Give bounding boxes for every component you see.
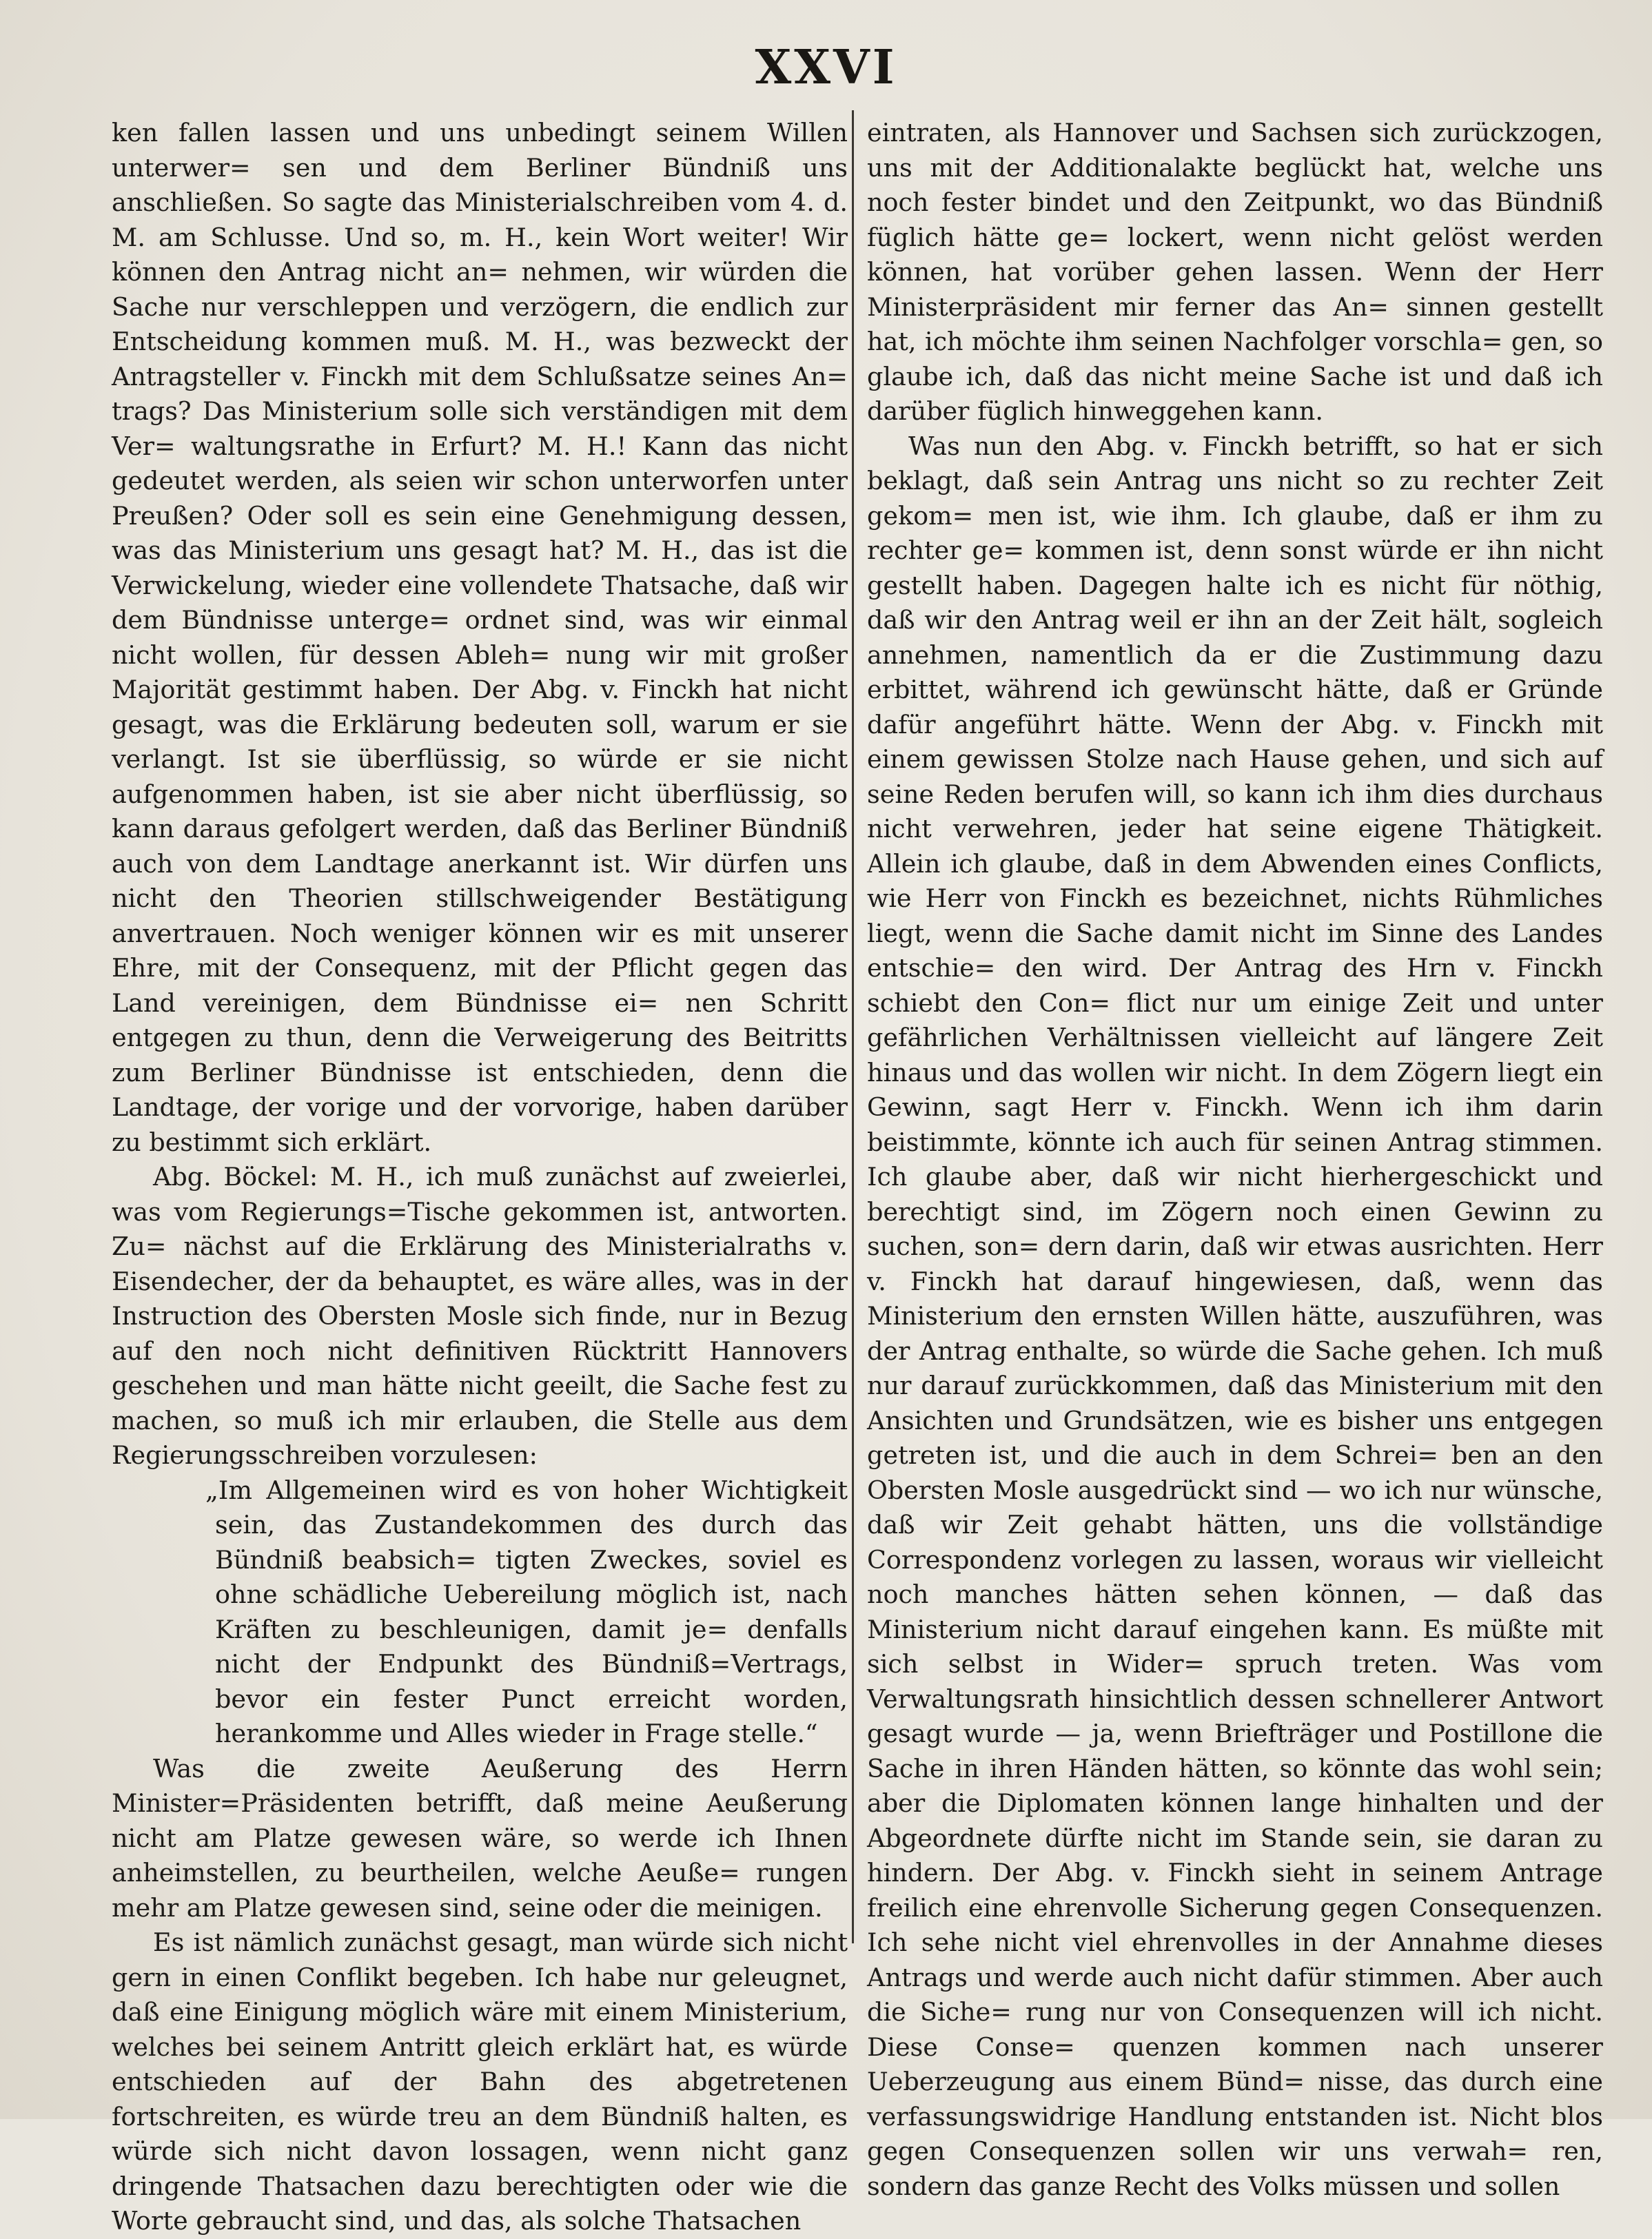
paragraph: eintraten, als Hannover und Sachsen sich zurückzogen, uns mit der Additionalakte beglückt hat, welche uns noch fester bindet und den Zeitpunkt, wo das Bündniß füglich hätte ge= lockert, wenn nicht gelöst werden können, hat vorüber gehen lassen. Wenn der Herr Ministerpräsident mir ferner das An= sinnen gestellt hat, ich möchte ihm seinen Nachfolger vorschla= gen, so glaube ich, daß das nicht meine Sache ist und daß ich darüber füglich hinweggehen kann. (867, 118, 1603, 426)
paragraph: Was die zweite Aeußerung des Herrn Minister=Präsidenten betrifft, daß meine Aeußerung nicht am Platze gewesen wäre, so werde ich Ihnen anheimstellen, zu beurtheilen, welche Aeuße= rungen mehr am Platze gewesen sind, seine oder die meinigen. (112, 1753, 848, 1923)
paragraph: ken fallen lassen und uns unbedingt seinem Willen unterwer= sen und dem Berliner Bündniß uns anschließen. So sagte das Ministerialschreiben vom 4. d. M. am Schlusse. Und so, m. H., kein Wort weiter! Wir können den Antrag nicht an= nehmen, wir würden die Sache nur verschleppen und verzögern, die endlich zur Entscheidung kommen muß. M. H., was bezweckt der Antragsteller v. Finckh mit dem Schlußsatze seines An= trags? Das Ministerium solle sich verständigen mit dem Ver= waltungsrathe in Erfurt? M. H.! Kann das nicht gedeutet werden, als seien wir schon unterworfen unter Preußen? Oder soll es sein eine Genehmigung dessen, was das Ministerium uns gesagt hat? M. H., das ist die Verwickelung, wieder eine vollendete Thatsache, daß wir dem Bündnisse unterge= ordnet sind, was wir einmal nicht wollen, für dessen Ableh= nung wir mit großer Majorität gestimmt haben. Der Abg. v. Finckh hat nicht gesagt, was die Erklärung bedeuten soll, warum er sie verlangt. Ist sie überflüssig, so würde er sie nicht aufgenommen haben, ist sie aber nicht überflüssig, so kann daraus gefolgert werden, daß das Berliner Bündniß auch von dem Landtage anerkannt ist. Wir dürfen uns nicht den Theorien stillschweigender Bestätigung anvertrauen. Noch weniger können wir es mit unserer Ehre, mit der Consequenz, mit der Pflicht gegen das Land vereinigen, dem Bündnisse ei= nen Schritt entgegen zu thun, denn die Verweigerung des Beitritts zum Berliner Bündnisse ist entschieden, denn die Landtage, der vorige und der vorvorige, haben darüber zu bestimmt sich erklärt. (112, 118, 848, 1157)
column-divider (852, 110, 854, 1943)
block-quote: „Im Allgemeinen wird es von hoher Wichtigkeit sein, das Zustandekommen des durch das Bündniß beabsich= tigten Zweckes, soviel es ohne schädliche Uebereilung möglich ist, nach Kräften zu beschleunigen, damit je= denfalls nicht der Endpunkt des Bündniß=Vertrags, bevor ein fester Punct erreicht worden, herankomme und Alles wieder in Frage stelle.“ (205, 1475, 848, 1748)
page-number: XXVI (755, 40, 897, 95)
paragraph: Es ist nämlich zunächst gesagt, man würde sich nicht gern in einen Conflikt begeben. Ich habe nur geleugnet, daß eine Einigung möglich wäre mit einem Ministerium, welches bei seinem Antritt gleich erklärt hat, es würde entschieden auf der Bahn des abgetretenen fortschreiten, es würde treu an dem Bündniß halten, es würde sich nicht davon lossagen, wenn nicht ganz dringende Thatsachen dazu berechtigten oder wie die Worte gebraucht sind, und das, als solche Thatsachen (112, 1928, 848, 2236)
left-column (112, 116, 848, 2239)
paragraph-boeckel-speech: Abg. Böckel: M. H., ich muß zunächst auf zweierlei, was vom Regierungs=Tische gekommen ist, antworten. Zu= nächst auf die Erklärung des Ministerialraths v. Eisendecher, der da behauptet, es wäre alles, was in der Instruction des Obersten Mosle sich finde, nur in Bezug auf den noch nicht definitiven Rücktritt Hannovers geschehen und man hätte nicht geeilt, die Sache fest zu machen, so muß ich mir erlauben, die Stelle aus dem Regierungsschreiben vorzulesen: (112, 1162, 848, 1470)
paragraph: Was nun den Abg. v. Finckh betrifft, so hat er sich beklagt, daß sein Antrag uns nicht so zu rechter Zeit gekom= men ist, wie ihm. Ich glaube, daß er ihm zu rechter ge= kommen ist, denn sonst würde er ihn nicht gestellt haben. Dagegen halte ich es nicht für nöthig, daß wir den Antrag weil er ihn an der Zeit hält, sogleich annehmen, namentlich da er die Zustimmung dazu erbittet, während ich gewünscht hätte, daß er Gründe dafür angeführt hätte. Wenn der Abg. v. Finckh mit einem gewissen Stolze nach Hause gehen, und sich auf seine Reden berufen will, so kann ich ihm dies durchaus nicht verwehren, jeder hat seine eigene Thätigkeit. Allein ich glaube, daß in dem Abwenden eines Conflicts, wie Herr von Finckh es bezeichnet, nichts Rühmliches liegt, wenn die Sache damit nicht im Sinne des Landes entschie= den wird. Der Antrag des Hrn v. Finckh schiebt den Con= flict nur um einige Zeit und unter gefährlichen Verhältnissen vielleicht auf längere Zeit hinaus und das wollen wir nicht. In dem Zögern liegt ein Gewinn, sagt Herr v. Finckh. Wenn ich ihm darin beistimmte, könnte ich auch für seinen Antrag stimmen. Ich glaube aber, daß wir nicht hierhergeschickt und berechtigt sind, im Zögern noch einen Gewinn zu suchen, son= dern darin, daß wir etwas ausrichten. Herr v. Finckh hat darauf hingewiesen, daß, wenn das Ministerium den ernsten Willen hätte, auszuführen, was der Antrag enthalte, so würde die Sache gehen. Ich muß nur darauf zurückkommen, daß das Ministerium mit den Ansichten und Grundsätzen, wie es bisher uns entgegen getreten ist, und die auch in dem Schrei= ben an den Obersten Mosle ausgedrückt sind — wo ich nur wünsche, daß wir Zeit gehabt hätten, uns die vollständige Correspondenz vorlegen zu lassen, woraus wir vielleicht noch manches hätten sehen können, — daß das Ministerium nicht darauf eingehen kann. Es müßte mit sich selbst in Wider= spruch treten. Was vom Verwaltungsrath hinsichtlich dessen schnellerer Antwort gesagt wurde — ja, wenn Briefträger und Postillone die Sache in ihren Händen hätten, so könnte das wohl sein; aber die Diplomaten können lange hinhalten und der Abgeordnete dürfte nicht im Stande sein, sie daran zu hindern. Der Abg. v. Finckh sieht in seinem Antrage freilich eine ehrenvolle Sicherung gegen Consequenzen. Ich sehe nicht viel ehrenvolles in der Annahme dieses Antrags und werde auch nicht dafür stimmen. Aber auch die Siche= rung nur von Consequenzen will ich nicht. Diese Conse= quenzen kommen nach unserer Ueberzeugung aus einem Bünd= nisse, das durch eine verfassungswidrige Handlung entstanden ist. Nicht blos gegen Consequenzen sollen wir uns verwah= ren, sondern das ganze Recht des Volks müssen und sollen (867, 431, 1603, 2201)
right-column (867, 116, 1603, 2204)
